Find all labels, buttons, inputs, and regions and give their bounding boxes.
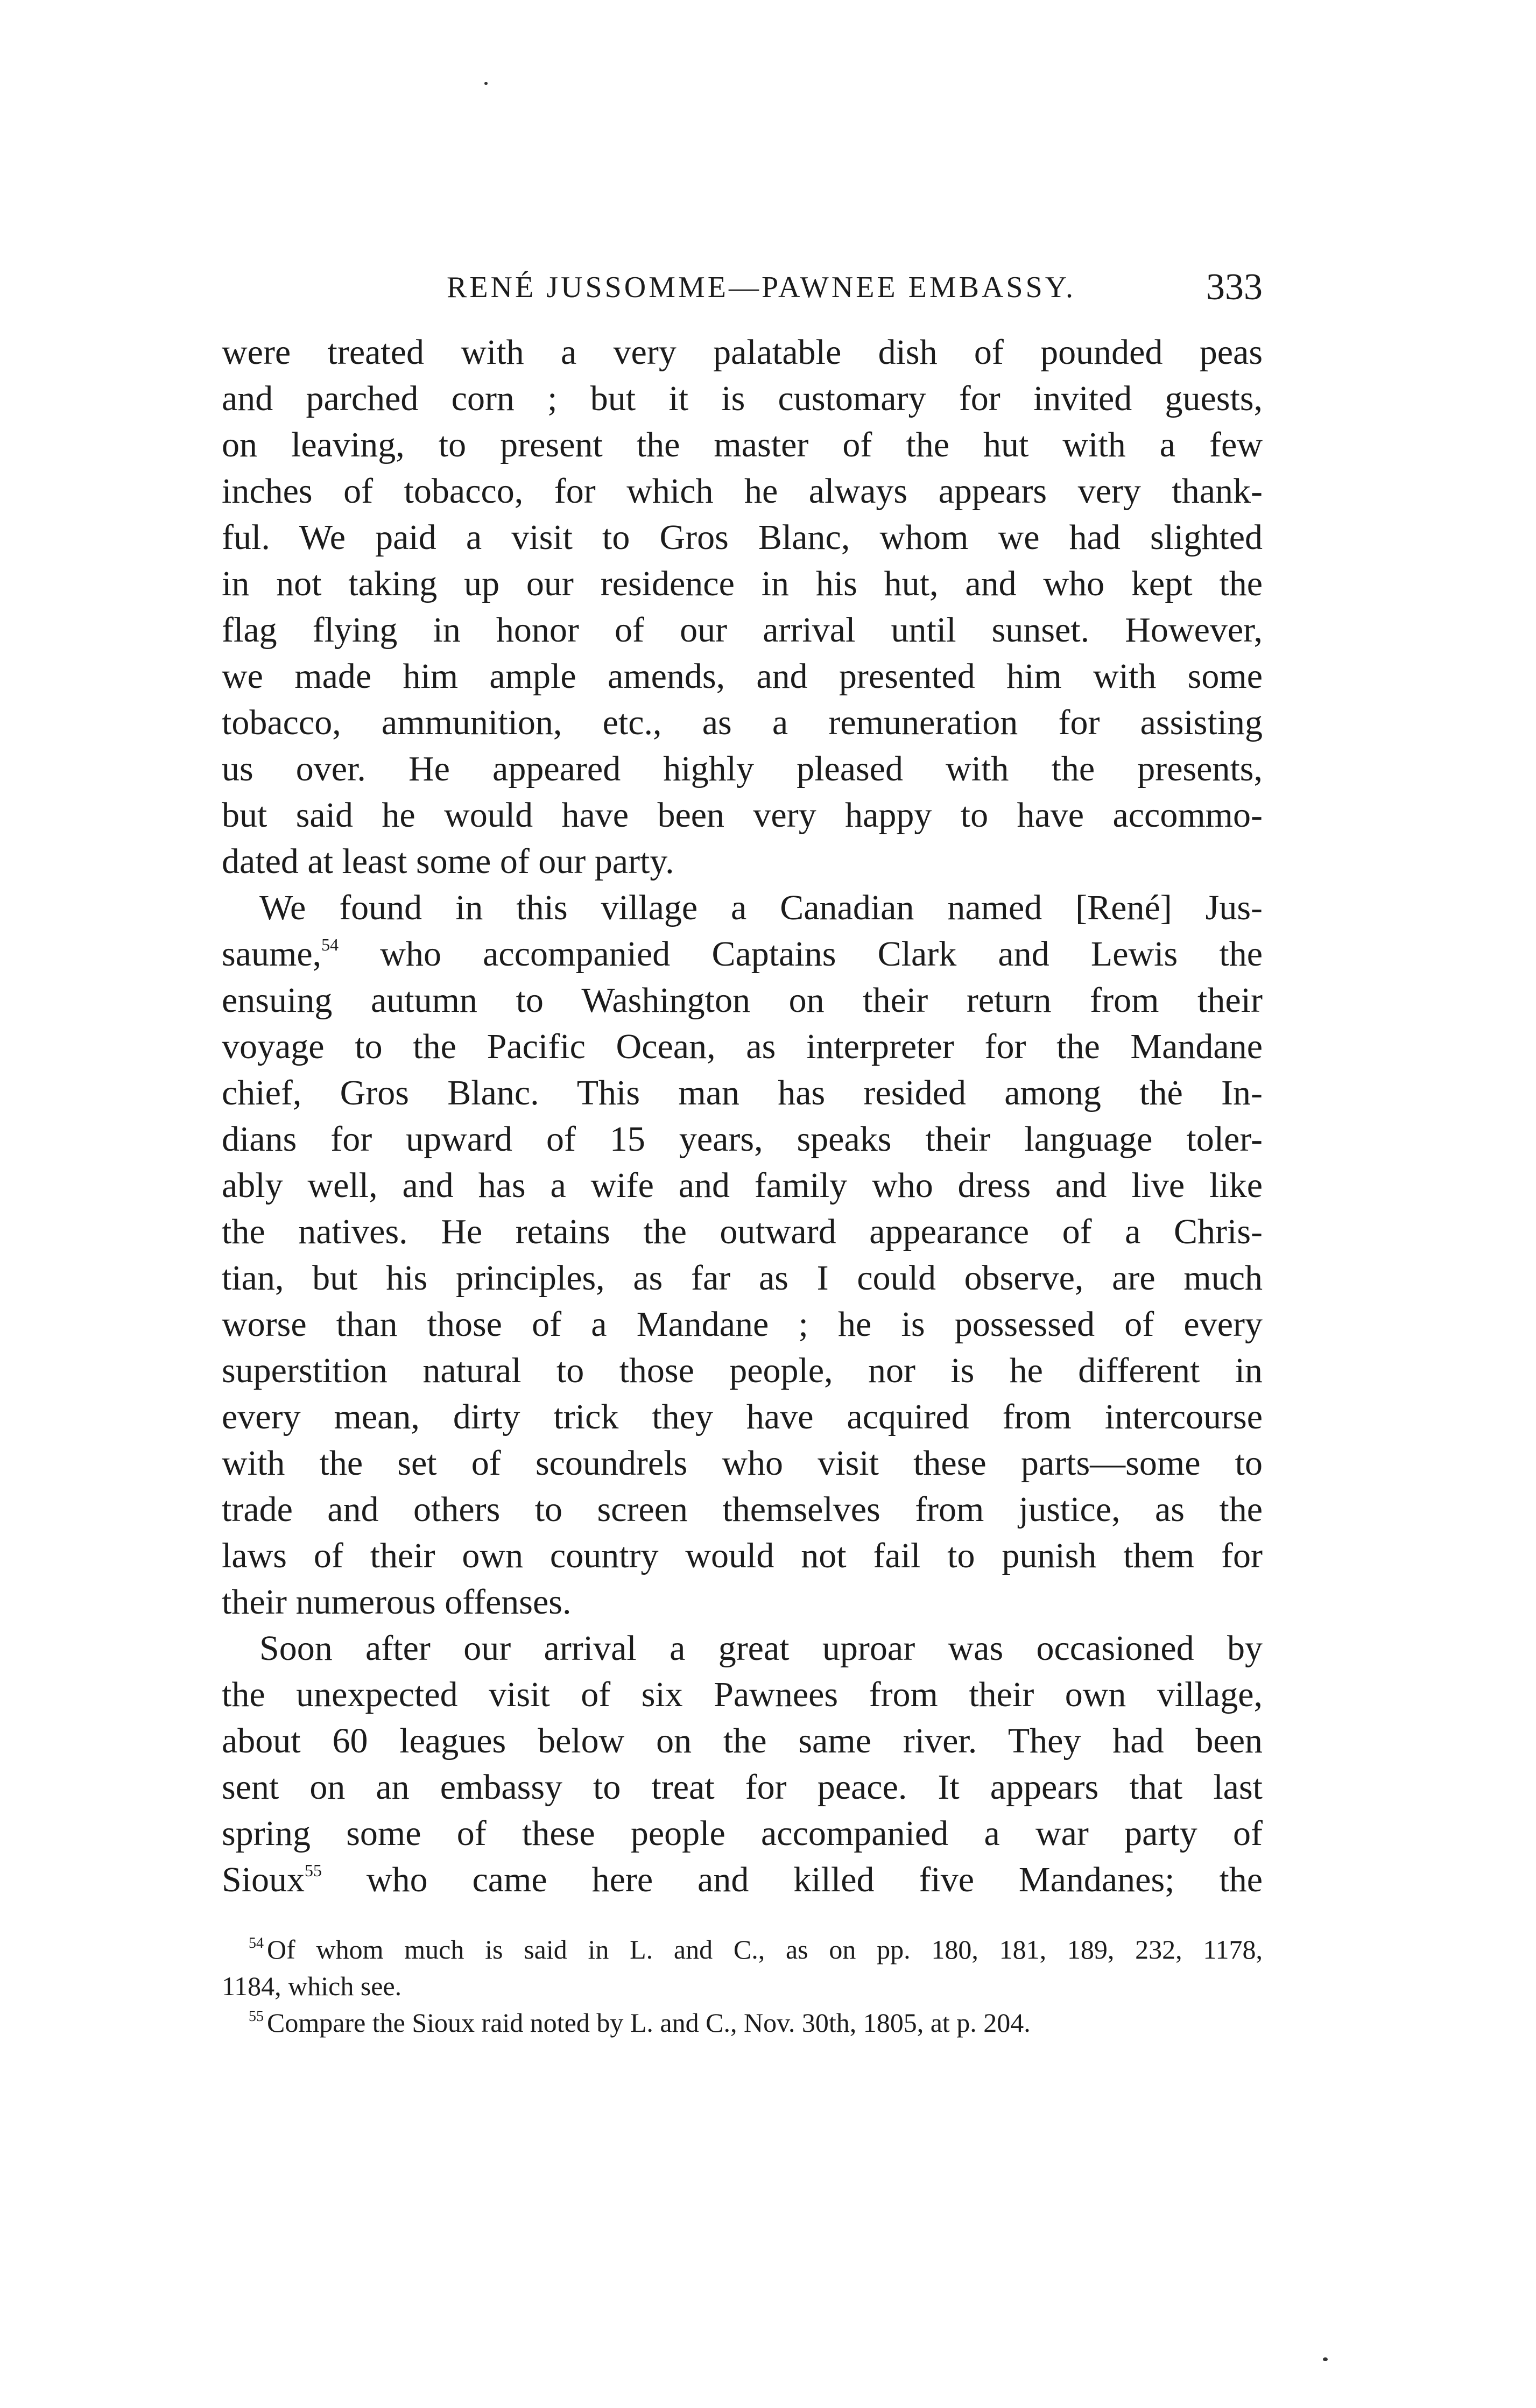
text-line: ably well, and has a wife and family who dress and live like	[222, 1166, 1263, 1205]
body-text	[222, 329, 1263, 1903]
text-line: voyage to the Pacific Ocean, as interpreter for the Mandane	[222, 1027, 1263, 1066]
line-segment: who accompanied Captains Clark and Lewis the	[339, 934, 1263, 974]
text-line: Soon after our arrival a great uproar was occasioned by	[259, 1629, 1263, 1668]
line-segment: saume,	[222, 934, 322, 974]
text-line: chief, Gros Blanc. This man has resided among thė In-	[222, 1073, 1263, 1113]
text-line	[222, 931, 1263, 977]
text-line: superstition natural to those people, nor is he different in	[222, 1351, 1263, 1390]
footnote-line: 1184, which see.	[222, 1971, 402, 2001]
line-segment: Sioux	[222, 1860, 305, 1899]
footnote-ref: 54	[321, 935, 339, 954]
text-line: in not taking up our residence in his hut, and who kept the	[222, 564, 1263, 603]
text-line: their numerous offenses.	[222, 1582, 572, 1622]
text-line: us over. He appeared highly pleased with the presents,	[222, 749, 1263, 788]
text-line: tian, but his principles, as far as I could observe, are much	[222, 1258, 1263, 1298]
running-head	[222, 266, 1263, 309]
text-line: inches of tobacco, for which he always appears very thank-	[222, 471, 1263, 511]
running-title: RENÉ JUSSOMME—PAWNEE EMBASSY.	[447, 271, 1076, 304]
text-line: on leaving, to present the master of the hut with a few	[222, 425, 1263, 464]
text-line: dated at least some of our party.	[222, 842, 674, 881]
text-line: flag flying in honor of our arrival until sunset. However,	[222, 610, 1263, 650]
text-line: the natives. He retains the outward appearance of a Chris-	[222, 1212, 1263, 1251]
text-line: laws of their own country would not fail to punish them for	[222, 1536, 1263, 1575]
text-line: with the set of scoundrels who visit these parts—some to	[222, 1444, 1263, 1483]
text-line: about 60 leagues below on the same river. They had been	[222, 1721, 1263, 1761]
page-number: 333	[1206, 266, 1263, 308]
footnote-mark: 55	[249, 2008, 264, 2025]
text-line: but said he would have been very happy to have accommo-	[222, 795, 1263, 835]
footnote-text: Compare the Sioux raid noted by L. and C., Nov. 30th, 1805, at p. 204.	[267, 2008, 1031, 2038]
text-line: We found in this village a Canadian named [René] Jus-	[259, 888, 1263, 927]
text-line: every mean, dirty trick they have acquired from intercourse	[222, 1397, 1263, 1437]
text-line: we made him ample amends, and presented him with some	[222, 657, 1263, 696]
footnote-line	[222, 1931, 1263, 1968]
text-line: trade and others to screen themselves from justice, as the	[222, 1490, 1263, 1529]
text-line: were treated with a very palatable dish of pounded peas	[222, 333, 1263, 372]
text-line: the unexpected visit of six Pawnees from their own village,	[222, 1675, 1263, 1714]
footnote-ref: 55	[305, 1861, 322, 1880]
text-line: sent on an embassy to treat for peace. It appears that last	[222, 1768, 1263, 1807]
text-line: dians for upward of 15 years, speaks their language toler-	[222, 1119, 1263, 1159]
text-line: ful. We paid a visit to Gros Blanc, whom we had slighted	[222, 518, 1263, 557]
footnote-line	[222, 2004, 1263, 2041]
text-line: spring some of these people accompanied a war party of	[222, 1814, 1263, 1853]
page-speck-top	[484, 82, 488, 85]
text-line: ensuing autumn to Washington on their return from their	[222, 981, 1263, 1020]
footnotes	[222, 1931, 1263, 2041]
text-line	[222, 1857, 1263, 1903]
text-line: worse than those of a Mandane ; he is possessed of every	[222, 1305, 1263, 1344]
page-speck-bottom	[1323, 2357, 1328, 2361]
text-line: tobacco, ammunition, etc., as a remuneration for assisting	[222, 703, 1263, 742]
text-line: and parched corn ; but it is customary for invited guests,	[222, 379, 1263, 418]
line-segment: who came here and killed five Mandanes; the	[322, 1860, 1263, 1899]
footnote-text: Of whom much is said in L. and C., as on pp. 180, 181, 189, 232, 1178,	[267, 1934, 1263, 1965]
footnote-mark: 54	[249, 1935, 264, 1952]
